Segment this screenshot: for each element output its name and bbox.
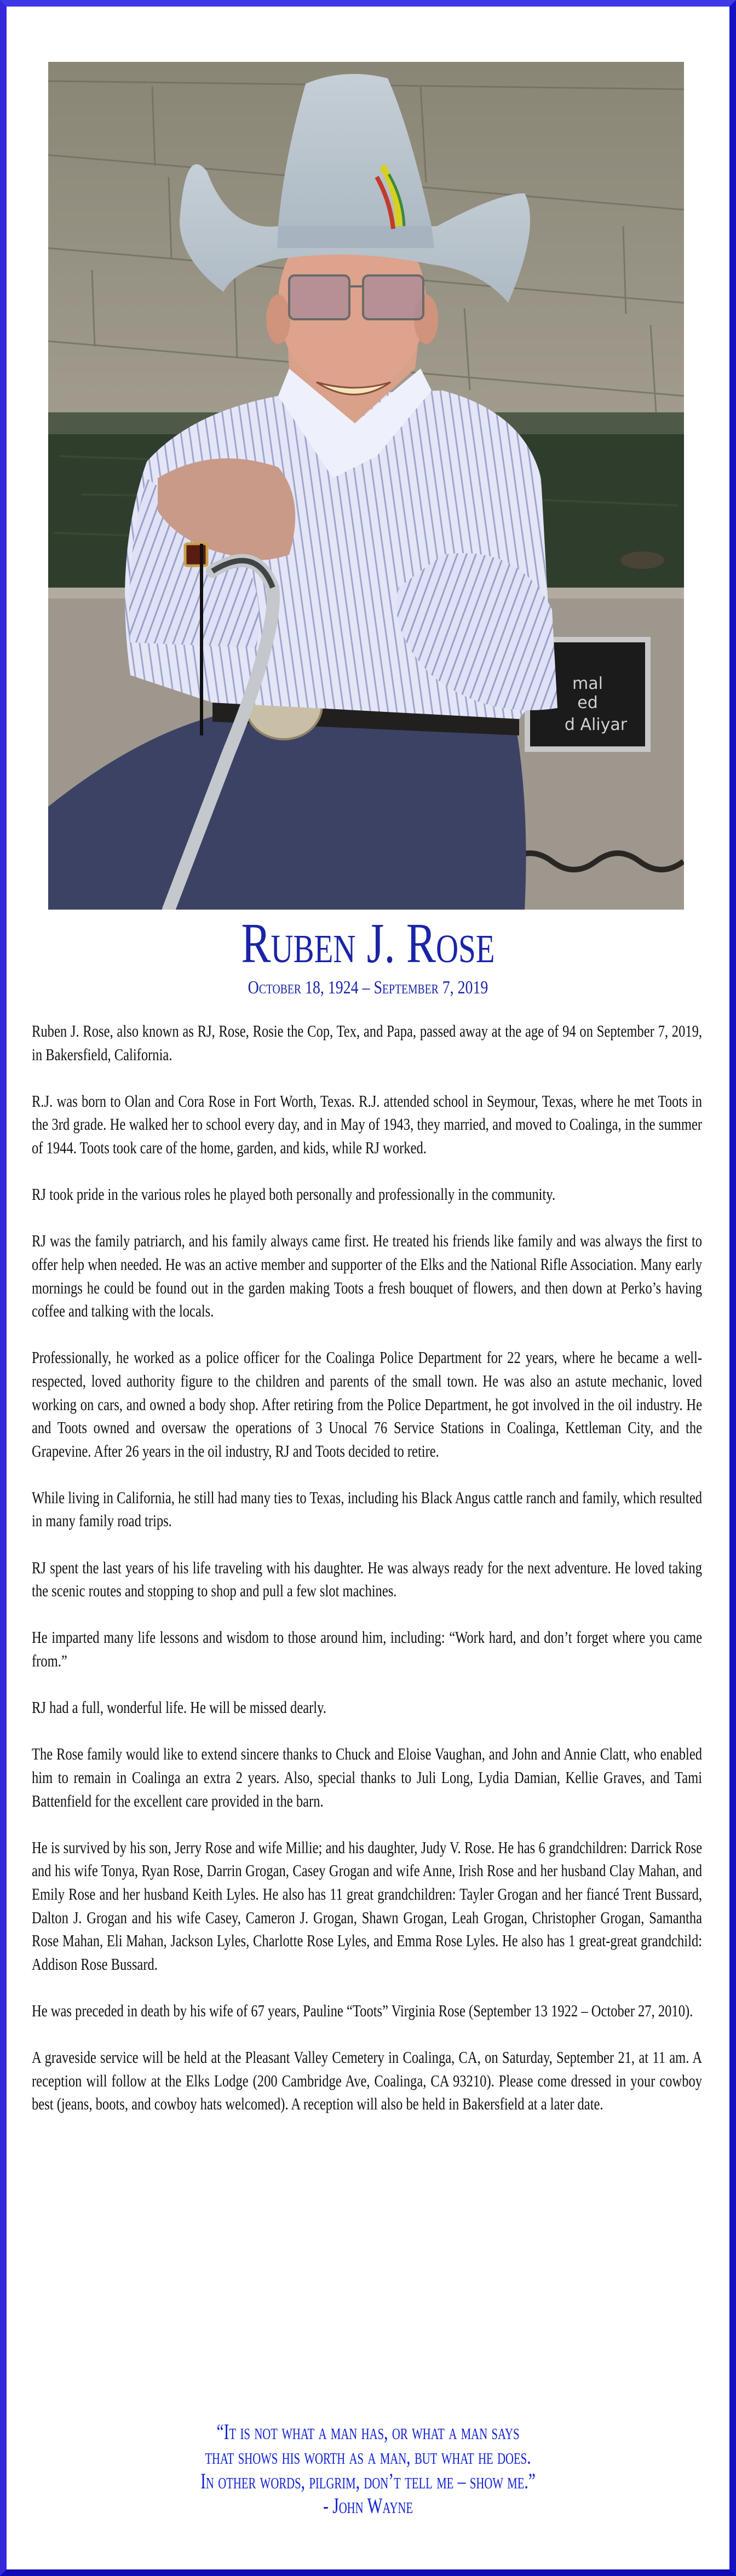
obituary-paragraph: RJ had a full, wonderful life. He will be missed dearly. [32, 1698, 326, 1717]
portrait-illustration [48, 62, 684, 910]
obituary-paragraph: Ruben J. Rose, also known as RJ, Rose, Rosie the Cop, Tex, and Papa, passed away at the age of 94 on September 7, 2019, in Bakersfield, California. [32, 1022, 703, 1064]
quote-attribution: - John Wayne [323, 2493, 413, 2518]
quote-line: that shows his worth as a man, but what he does. [205, 2444, 531, 2469]
obituary-paragraph: Professionally, he worked as a police officer for the Coalinga Police Department for 22 years, where he became a well-respected, loved authority figure to the children and parents of the small town. He was also an astute mechanic, loved working on cars, and owned a body shop. After retiring from the Police Department, he got involved in the oil industry. He and Toots owned and oversaw the operations of 3 Unocal 76 Service Stations in Coalinga, Kettleman City, and the Grapevine. After 26 years in the oil industry, RJ and Toots decided to retire. [32, 1348, 703, 1461]
obituary-paragraph: He imparted many life lessons and wisdom to those around him, including: “Work hard, and don’t forget where you came from.” [32, 1628, 703, 1671]
obituary-paragraph: RJ spent the last years of his life traveling with his daughter. He was always ready for the next adventure. He loved taking the scenic routes and stopping to shop and pull a few slot machines. [32, 1558, 703, 1601]
svg-text:d Aliyar: d Aliyar [564, 715, 628, 734]
life-dates: October 18, 1924 – September 7, 2019 [248, 978, 488, 998]
obituary-paragraph: R.J. was born to Olan and Cora Rose in Fort Worth, Texas. R.J. attended school in Seymour, Texas, where he met Toots in the 3rd grade. He walked her to school every day, and in May of 1943, they married, and moved to Coalinga, in the summer of 1944. Toots took care of the home, garden, and kids, while RJ worked. [32, 1091, 703, 1157]
obituary-paragraph: A graveside service will be held at the Pleasant Valley Cemetery in Coalinga, CA, on Saturday, September 21, at 11 am. A reception will follow at the Elks Lodge (200 Cambridge Ave, Coalinga, CA 93210). Please come dressed in your cowboy best (jeans, boots, and cowboy hats welcomed). A reception will also be held in Bakersfield at a later date. [32, 2048, 703, 2114]
obituary-paragraph: RJ took pride in the various roles he played both personally and professionally in the community. [32, 1185, 556, 1204]
svg-text:mal: mal [572, 674, 603, 693]
obituary-paragraph: While living in California, he still had many ties to Texas, including his Black Angus cattle ranch and family, which resulted in many family road trips. [32, 1488, 703, 1531]
obituary-paragraph: He was preceded in death by his wife of 67 years, Pauline “Toots” Virginia Rose (September 13 1922 – October 27, 2010). [32, 2001, 693, 2020]
obituary-paragraph: The Rose family would like to extend sincere thanks to Chuck and Eloise Vaughan, and John and Annie Clatt, who enabled him to remain in Coalinga an extra 2 years. Also, special thanks to Juli Long, Lydia Damian, Kellie Graves, and Tami Battenfield for the excellent care provided in the barn. [32, 1745, 703, 1810]
portrait-photo [48, 62, 684, 910]
obituary-paragraph: He is survived by his son, Jerry Rose and wife Millie; and his daughter, Judy V. Rose. He has 6 grandchildren: Darrick Rose and his wife Tonya, Ryan Rose, Darrin Grogan, Casey Grogan and wife Anne, Irish Rose and her husband Clay Mahan, and Emily Rose and her husband Keith Lyles. He also has 11 great grandchildren: Tayler Grogan and her fiancé Trent Bussard, Dalton J. Grogan and his wife Casey, Cameron J. Grogan, Shawn Grogan, Leah Grogan, Christopher Grogan, Samantha Rose Mahan, Eli Mahan, Jackson Lyles, Charlotte Rose Lyles, and Emma Rose Lyles. He also has 1 great-great grandchild: Addison Rose Bussard. [32, 1838, 703, 1974]
deceased-name: Ruben J. Rose [241, 912, 495, 975]
quote-line: In other words, pilgrim, don’t tell me – show me.” [200, 2469, 536, 2493]
quote-line: “It is not what a man has, or what a man says [216, 2419, 520, 2444]
svg-text:ed: ed [577, 693, 598, 712]
obituary-body [32, 1020, 702, 2116]
obituary-paragraph: RJ was the family patriarch, and his family always came first. He treated his friends like family and was always the first to offer help when needed. He was an active member and supporter of the Elks and the National Rifle Association. Many early mornings he could be found out in the garden making Toots a fresh bouquet of flowers, and then down at Perko’s having coffee and talking with the locals. [32, 1232, 703, 1321]
closing-quote [96, 2419, 641, 2518]
